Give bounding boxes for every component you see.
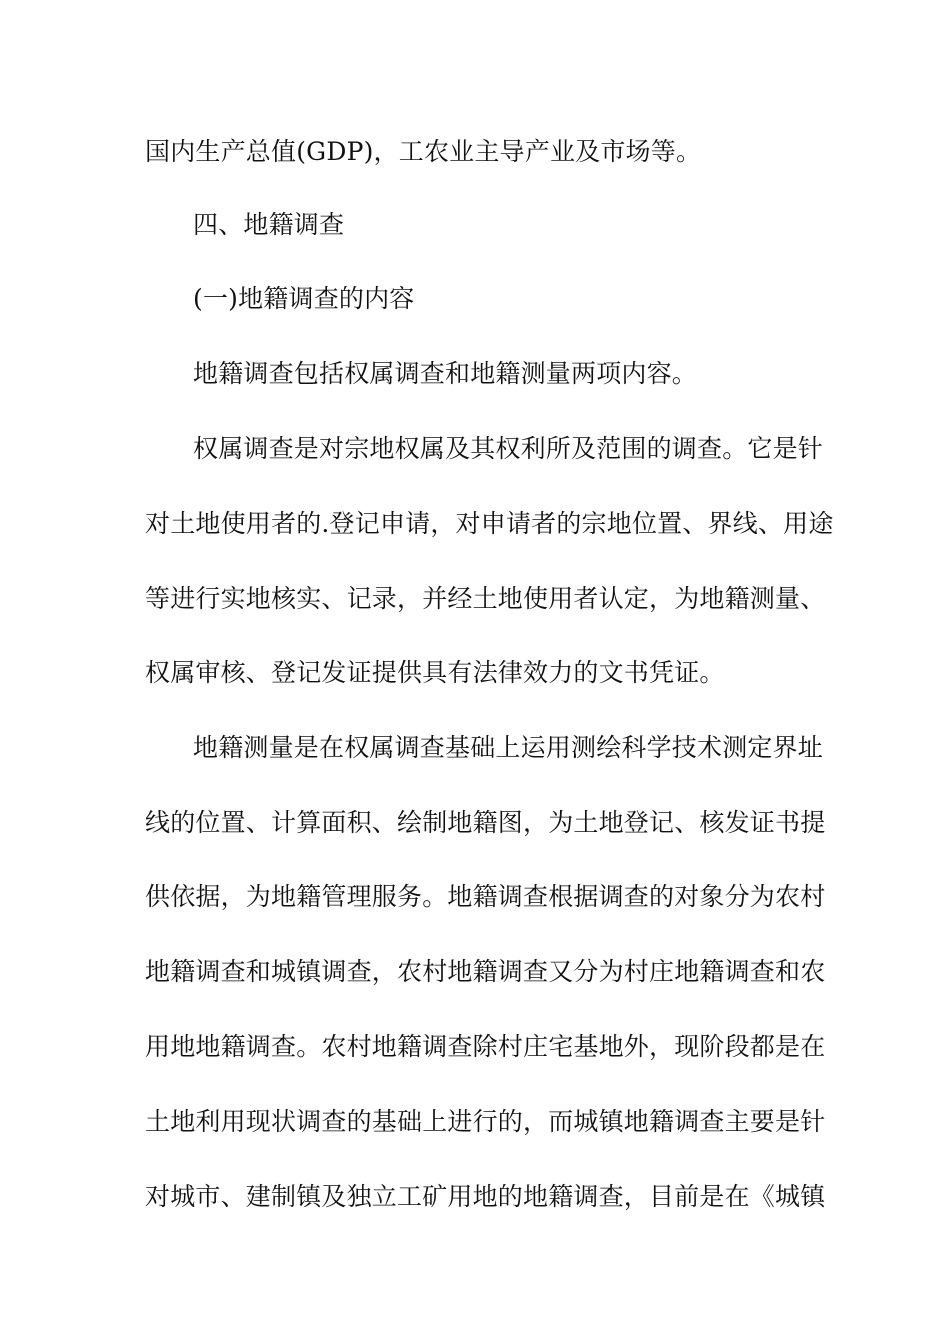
subsection-heading: (一)地籍调查的内容 xyxy=(193,284,415,313)
paragraph-line: 地籍测量是在权属调查基础上运用测绘科学技术测定界址 xyxy=(193,733,824,762)
paragraph-line: 权属审核、登记发证提供具有法律效力的文书凭证。 xyxy=(145,658,725,687)
paragraph-continuation-line: 国内生产总值(GDP)，工农业主导产业及市场等。 xyxy=(145,137,702,166)
paragraph-line: 权属调查是对宗地权属及其权利所及范围的调查。它是针 xyxy=(193,434,824,463)
paragraph-line: 土地利用现状调查的基础上进行的，而城镇地籍调查主要是针 xyxy=(145,1107,826,1136)
paragraph-line: 线的位置、计算面积、绘制地籍图，为土地登记、核发证书提 xyxy=(145,808,826,837)
paragraph-line: 地籍调查包括权属调查和地籍测量两项内容。 xyxy=(193,359,698,388)
paragraph-line: 对城市、建制镇及独立工矿用地的地籍调查，目前是在《城镇 xyxy=(145,1182,826,1211)
paragraph-line: 用地地籍调查。农村地籍调查除村庄宅基地外，现阶段都是在 xyxy=(145,1032,826,1061)
paragraph-line: 对土地使用者的.登记申请，对申请者的宗地位置、界线、用途 xyxy=(145,509,834,538)
paragraph-line: 等进行实地核实、记录，并经土地使用者认定，为地籍测量、 xyxy=(145,584,826,613)
section-heading: 四、地籍调查 xyxy=(193,210,345,239)
paragraph-line: 地籍调查和城镇调查，农村地籍调查又分为村庄地籍调查和农 xyxy=(145,957,826,986)
paragraph-line: 供依据，为地籍管理服务。地籍调查根据调查的对象分为农村 xyxy=(145,882,826,911)
